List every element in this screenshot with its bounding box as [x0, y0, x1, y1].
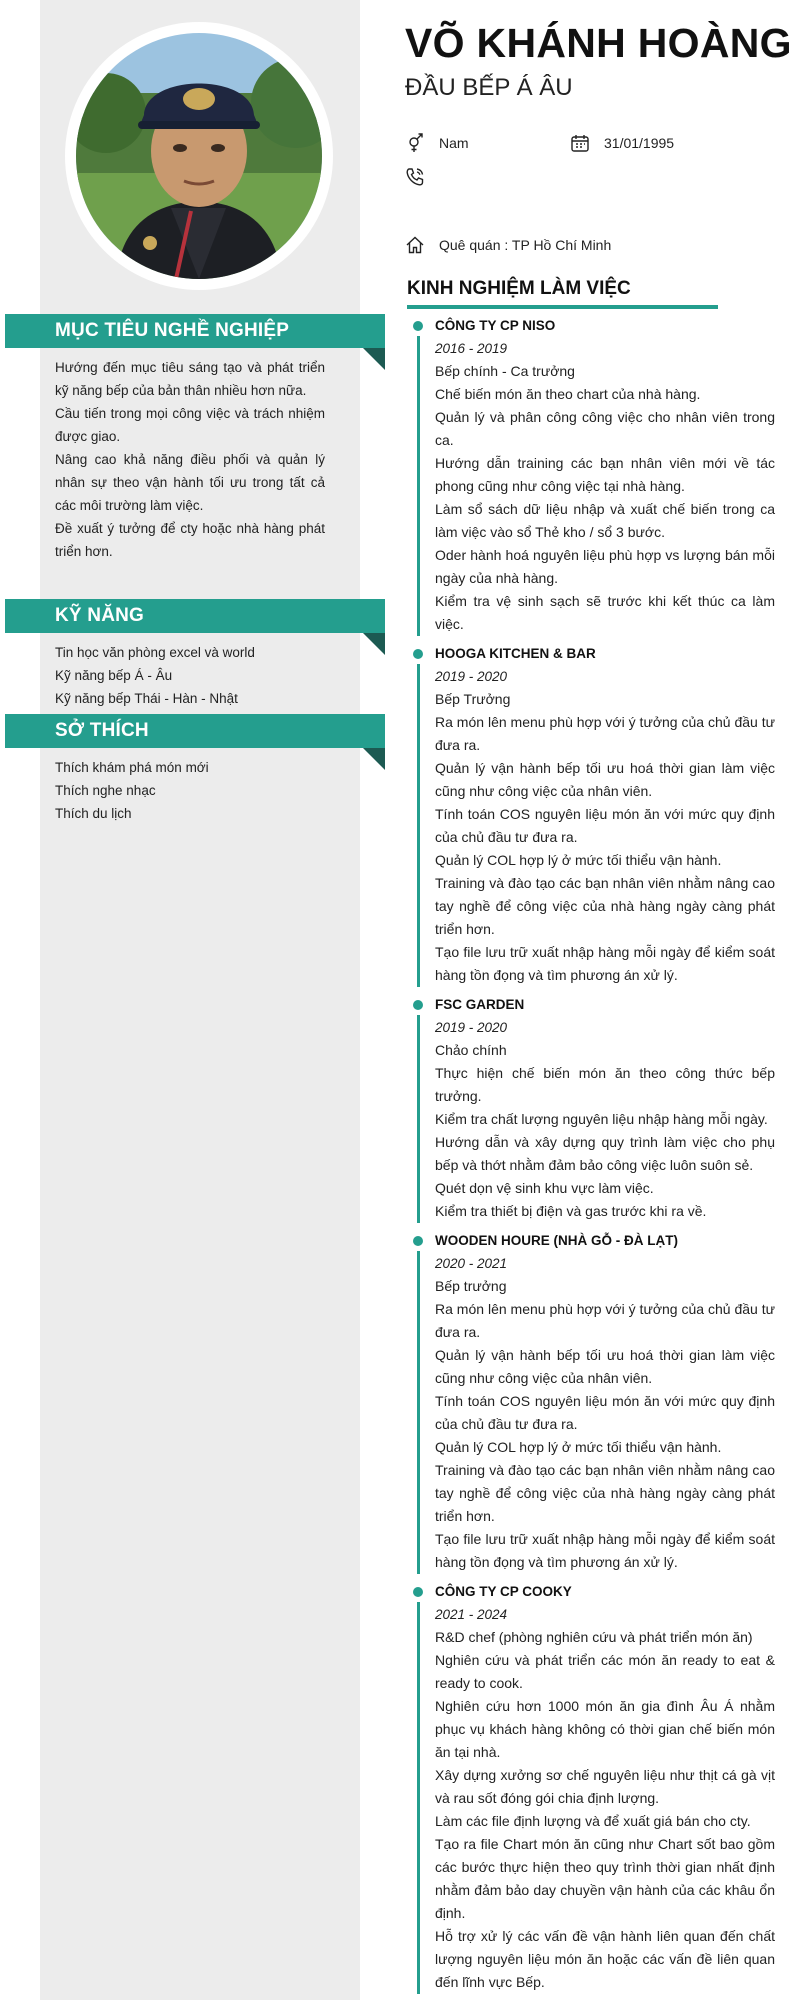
objective-body [5, 348, 325, 563]
home-icon [405, 235, 425, 255]
experience-timeline [405, 314, 775, 2000]
objective-item: Đề xuất ý tưởng để cty hoặc nhà hàng phát triển hơn. [55, 521, 325, 559]
job-company: CÔNG TY CP COOKY [435, 1584, 572, 1599]
timeline-line [417, 664, 420, 987]
job-duties [435, 1649, 775, 1994]
job-duty: Nghiên cứu và phát triển các món ăn ready to eat & ready to cook. [435, 1652, 775, 1691]
job-duty: Hướng dẫn và xây dựng quy trình làm việc cho phụ bếp và thớt nhằm đảm bảo công việc luôn suôn sẻ. [435, 1134, 775, 1173]
job-duties [435, 711, 775, 987]
job-duty: Kiểm tra thiết bị điện và gas trước khi ra về. [435, 1203, 707, 1219]
hobby-item: Thích khám phá món mới [55, 760, 209, 775]
timeline-line [417, 1602, 420, 1994]
hobbies-heading: SỞ THÍCH [5, 714, 385, 748]
job-company: HOOGA KITCHEN & BAR [435, 646, 596, 661]
gender-value: Nam [439, 135, 469, 151]
objective-item: Hướng đến mục tiêu sáng tạo và phát triển kỹ năng bếp của bản thân nhiều hơn nữa. [55, 360, 325, 398]
job-duty: Tạo file lưu trữ xuất nhập hàng mỗi ngày để kiểm soát hàng tồn đọng và tìm phương án xử lý. [435, 944, 775, 983]
job-duty: Tính toán COS nguyên liệu món ăn với mức quy định của chủ đầu tư đưa ra. [435, 806, 775, 845]
job-duty: Hỗ trợ xử lý các vấn đề vận hành liên quan đến chất lượng nguyên liệu món ăn hoặc các vấn đề liên quan đến lĩnh vực Bếp. [435, 1928, 775, 1990]
job-role: Bếp trưởng [435, 1278, 507, 1294]
job-period: 2016 - 2019 [435, 341, 508, 356]
skill-item: Kỹ năng bếp Á - Âu [55, 668, 173, 683]
job-company: CÔNG TY CP NISO [435, 318, 556, 333]
objective-section [5, 314, 385, 563]
hobbies-section [5, 714, 385, 825]
phone-row [405, 166, 439, 188]
job-duty: Làm sổ sách dữ liệu nhập và xuất chế biến trong ca làm việc vào sổ Thẻ kho / sổ 3 bước. [435, 501, 775, 540]
job-period: 2019 - 2020 [435, 1020, 508, 1035]
job-duties [435, 1298, 775, 1574]
job-duty: Hướng dẫn training các bạn nhân viên mới về tác phong cũng như công việc tại nhà hàng. [435, 455, 775, 494]
job-duty: Quản lý COL hợp lý ở mức tối thiểu vận hành. [435, 1439, 722, 1455]
hobbies-banner-fold [363, 748, 385, 770]
job-duty: Kiểm tra vệ sinh sạch sẽ trước khi kết thúc ca làm việc. [435, 593, 775, 632]
job-duty: Training và đào tạo các bạn nhân viên nhằm nâng cao tay nghề để công việc của nhà hàng ngày càng phát triển hơn. [435, 875, 775, 937]
job-duty: Tạo file lưu trữ xuất nhập hàng mỗi ngày để kiểm soát hàng tồn đọng và tìm phương án xử lý. [435, 1531, 775, 1570]
job-duties [435, 383, 775, 636]
job-duty: Quản lý vận hành bếp tối ưu hoá thời gian làm việc cũng như công việc của nhân viên. [435, 760, 775, 799]
job-company: FSC GARDEN [435, 997, 525, 1012]
experience-heading: KINH NGHIỆM LÀM VIỆC [407, 278, 631, 299]
timeline-line [417, 1251, 420, 1574]
job-duty: Xây dựng xưởng sơ chế nguyên liệu như thịt cá gà vịt và rau sốt đóng gói chia định lượng. [435, 1767, 775, 1806]
skill-item: Kỹ năng bếp Thái - Hàn - Nhật [55, 691, 238, 706]
objective-heading: MỤC TIÊU NGHỀ NGHIỆP [5, 314, 385, 348]
calendar-icon [570, 133, 590, 153]
job-role: Bếp chính - Ca trưởng [435, 363, 575, 379]
job-duty: Nghiên cứu hơn 1000 món ăn gia đình Âu Á nhằm phục vụ khách hàng không có thời gian chế biến món ăn tại nhà. [435, 1698, 775, 1760]
job-role: Chảo chính [435, 1042, 507, 1058]
job-duty: Kiểm tra chất lượng nguyên liệu nhập hàng mỗi ngày. [435, 1111, 768, 1127]
skills-section [5, 599, 385, 710]
skills-body [5, 633, 325, 710]
dob-value: 31/01/1995 [604, 135, 675, 151]
job-duty: Training và đào tạo các bạn nhân viên nhằm nâng cao tay nghề để công việc của nhà hàng ngày càng phát triển hơn. [435, 1462, 775, 1524]
job-period: 2021 - 2024 [435, 1607, 508, 1622]
objective-item: Nâng cao khả năng điều phối và quản lý nhân sự theo vận hành tối ưu trong tất cả các môi trường làm việc. [55, 452, 325, 513]
avatar [76, 33, 322, 279]
job-period: 2020 - 2021 [435, 1256, 508, 1271]
timeline-dot [413, 1000, 423, 1010]
avatar-frame [65, 22, 333, 290]
timeline-line [417, 336, 420, 636]
dob-row [570, 132, 674, 154]
job-duties [435, 1062, 775, 1223]
experience-underline [407, 305, 718, 309]
objective-item: Cầu tiến trong mọi công việc và trách nhiệm được giao. [55, 406, 325, 444]
job-duty: Tạo ra file Chart món ăn cũng như Chart sốt bao gồm các bước thực hiện theo quy trình thời gian nhất định nhằm đảm bảo day chuyền vận hành của các khâu ổn định. [435, 1836, 775, 1921]
hobby-item: Thích nghe nhạc [55, 783, 156, 798]
job-duty: Ra món lên menu phù hợp với ý tưởng của chủ đầu tư đưa ra. [435, 1301, 775, 1340]
job-role: Bếp Trưởng [435, 691, 511, 707]
job-duty: Quản lý COL hợp lý ở mức tối thiểu vận hành. [435, 852, 722, 868]
objective-banner-fold [363, 348, 385, 370]
skills-heading: KỸ NĂNG [5, 599, 385, 633]
job-entry [405, 642, 775, 987]
job-duty: Chế biến món ăn theo chart của nhà hàng. [435, 386, 701, 402]
sidebar-background [40, 0, 360, 2000]
job-duty: Quét dọn vệ sinh khu vực làm việc. [435, 1180, 654, 1196]
job-duty: Oder hành hoá nguyên liệu phù hợp vs lượng bán mỗi ngày của nhà hàng. [435, 547, 775, 586]
job-entry [405, 1229, 775, 1574]
job-period: 2019 - 2020 [435, 669, 508, 684]
timeline-dot [413, 321, 423, 331]
job-entry [405, 1580, 775, 1994]
skill-item: Tin học văn phòng excel và world [55, 645, 255, 660]
job-duty: Quản lý vận hành bếp tối ưu hoá thời gian làm việc cũng như công việc của nhân viên. [435, 1347, 775, 1386]
job-duty: Quản lý và phân công công việc cho nhân viên trong ca. [435, 409, 775, 448]
job-duty: Làm các file định lượng và để xuất giá bán cho cty. [435, 1813, 751, 1829]
hometown-value: Quê quán : TP Hồ Chí Minh [439, 237, 612, 253]
timeline-line [417, 1015, 420, 1223]
hobby-item: Thích du lịch [55, 806, 132, 821]
job-title: ĐẦU BẾP Á ÂU [405, 74, 573, 101]
timeline-dot [413, 1236, 423, 1246]
job-entry [405, 314, 775, 636]
hobbies-body [5, 748, 325, 825]
job-duty: Thực hiện chế biến món ăn theo công thức bếp trưởng. [435, 1065, 775, 1104]
timeline-dot [413, 649, 423, 659]
timeline-dot [413, 1587, 423, 1597]
gender-row [405, 132, 469, 154]
job-duty: Tính toán COS nguyên liệu món ăn với mức quy định của chủ đầu tư đưa ra. [435, 1393, 775, 1432]
phone-icon [405, 167, 425, 187]
full-name: VÕ KHÁNH HOÀNG [405, 20, 792, 66]
job-entry [405, 993, 775, 1223]
job-role: R&D chef (phòng nghiên cứu và phát triển món ăn) [435, 1629, 753, 1645]
job-company: WOODEN HOURE (NHÀ GỖ - ĐÀ LẠT) [435, 1233, 678, 1248]
gender-icon [405, 133, 425, 153]
hometown-row [405, 234, 611, 256]
job-duty: Ra món lên menu phù hợp với ý tưởng của chủ đầu tư đưa ra. [435, 714, 775, 753]
skills-banner-fold [363, 633, 385, 655]
